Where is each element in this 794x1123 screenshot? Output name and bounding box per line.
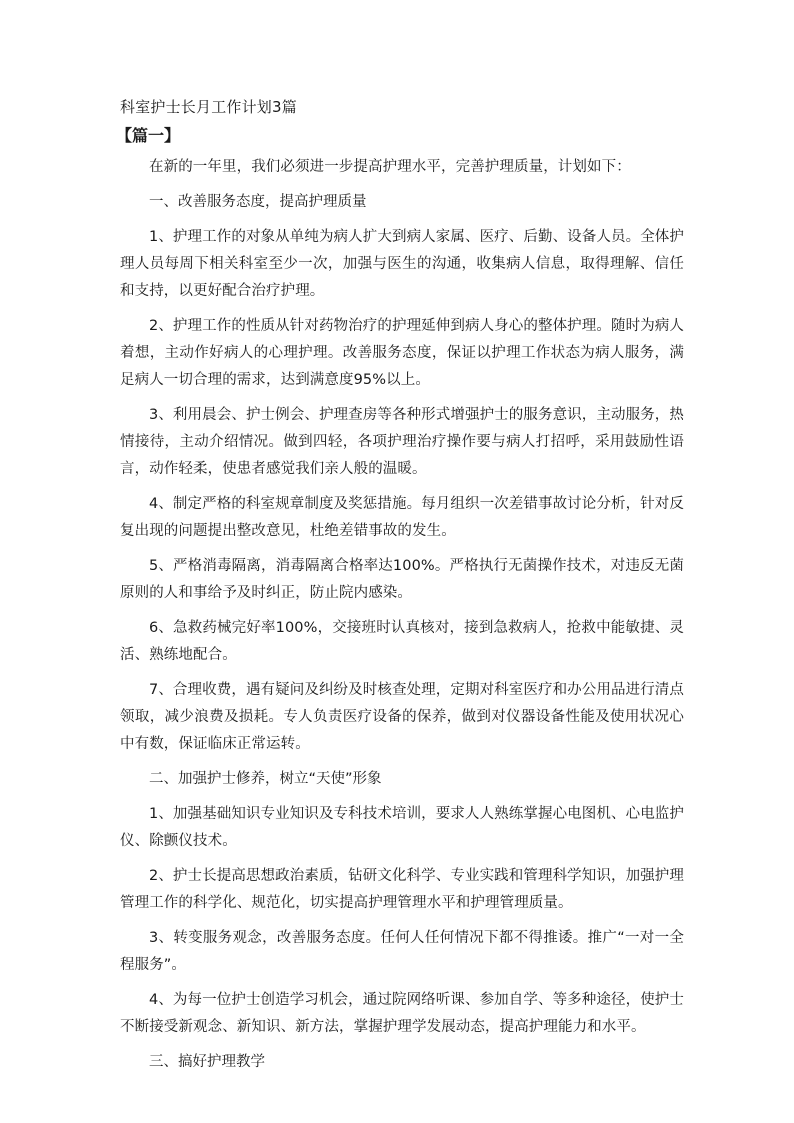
item-1-2: 2、护理工作的性质从针对药物治疗的护理延伸到病人身心的整体护理。随时为病人着想，主动作好病人的心理护理。改善服务态度，保证以护理工作状态为病人服务，满足病人一切合理的需求，达到满意度95%以上。 bbox=[120, 318, 684, 388]
section-mark: 【篇一】 bbox=[116, 126, 181, 145]
item-2-3: 3、转变服务观念，改善服务态度。任何人任何情况下都不得推诿。推广“一对一全程服务”。 bbox=[120, 930, 684, 973]
heading-3: 三、搞好护理教学 bbox=[149, 1054, 265, 1070]
item-1-1: 1、护理工作的对象从单纯为病人扩大到病人家属、医疗、后勤、设备人员。全体护理人员每周下相关科室至少一次，加强与医生的沟通，收集病人信息，取得理解、信任和支持，以更好配合治疗护理。 bbox=[120, 229, 684, 299]
item-1-5: 5、严格消毒隔离，消毒隔离合格率达100%。严格执行无菌操作技术，对违反无菌原则的人和事给予及时纠正，防止院内感染。 bbox=[120, 558, 684, 601]
item-2-2: 2、护士长提高思想政治素质，钻研文化科学、专业实践和管理科学知识，加强护理管理工作的科学化、规范化，切实提高护理管理水平和护理管理质量。 bbox=[120, 868, 684, 911]
document-title: 科室护士长月工作计划3篇 bbox=[120, 98, 297, 116]
item-2-4: 4、为每一位护士创造学习机会，通过院网络听课、参加自学、等多种途径，使护士不断接受新观念、新知识、新方法，掌握护理学发展动态，提高护理能力和水平。 bbox=[120, 992, 684, 1035]
heading-1: 一、改善服务态度，提高护理质量 bbox=[149, 194, 367, 210]
item-1-6: 6、急救药械完好率100%，交接班时认真核对，接到急救病人，抢救中能敏捷、灵活、熟练地配合。 bbox=[120, 620, 684, 663]
item-1-4: 4、制定严格的科室规章制度及奖惩措施。每月组织一次差错事故讨论分析，针对反复出现的问题提出整改意见，杜绝差错事故的发生。 bbox=[120, 496, 684, 539]
intro-paragraph: 在新的一年里，我们必须进一步提高护理水平，完善护理质量，计划如下： bbox=[149, 159, 631, 175]
item-1-3: 3、利用晨会、护士例会、护理查房等各种形式增强护士的服务意识，主动服务，热情接待，主动介绍情况。做到四轻，各项护理治疗操作要与病人打招呼，采用鼓励性语言，动作轻柔，使患者感觉我们亲人般的温暖。 bbox=[120, 407, 684, 477]
item-2-1: 1、加强基础知识专业知识及专科技术培训，要求人人熟练掌握心电图机、心电监护仪、除颤仪技术。 bbox=[120, 806, 684, 849]
heading-2: 二、加强护士修养，树立“天使”形象 bbox=[149, 771, 382, 787]
item-1-7: 7、合理收费，遇有疑问及纠纷及时核查处理，定期对科室医疗和办公用品进行清点领取，减少浪费及损耗。专人负责医疗设备的保养，做到对仪器设备性能及使用状况心中有数，保证临床正常运转。 bbox=[120, 682, 684, 752]
